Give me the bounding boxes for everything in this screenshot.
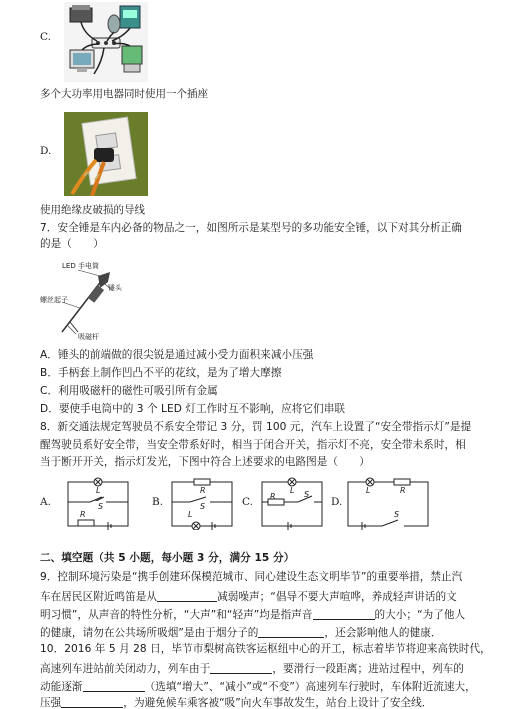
circuit-c-diagram [258,476,326,530]
q8-line2: 醒驾驶员系好安全带，当安全带系好时，相当于闭合开关，指示灯不亮，安全带未系时，相 [40,439,466,451]
option-c-letter: C. [40,31,51,43]
q7-option-a: A．锤头的前端做的很尖锐是通过减小受力面积来减小压强 [40,349,314,361]
q10-line4 [40,696,432,709]
circuit-b-lamp-label: L [188,510,193,519]
circuit-b-letter: B. [152,496,164,508]
q7-option-b: B．手柄套上制作凹凸不平的花纹，是为了增大摩擦 [40,367,282,379]
circuit-a-letter: A. [40,496,51,508]
magnet-rod-label: 吸磁杆 [78,333,99,341]
q9-line3-after-blank: 的大小；“为了他人 [374,609,466,621]
circuit-d-resistor-label: R [400,486,406,495]
circuit-d-diagram [344,476,434,530]
q10-line4-after-blank: ，为避免候车乘客被“吸”向火车事故发生，站台上设计了安全线． [123,697,433,709]
led-flashlight-label: LED 手电筒 [62,262,99,270]
option-d-caption: 使用绝缘皮破损的导线 [40,204,145,216]
circuit-c-resistor-label: R [270,492,276,501]
q9-blank-3[interactable] [258,626,324,638]
q9-line1: 9．控制环境污染是“携手创建环保模范城市、同心建设生态文明毕节”的重要举措，禁止汽 [40,571,463,583]
q7-option-d: D．要使手电筒中的 3 个 LED 灯工作时互不影响，应将它们串联 [40,403,346,415]
q9-line4 [40,626,442,639]
q9-line2 [40,590,457,603]
section2-heading: 二、填空题（共 5 小题，每小题 3 分，满分 15 分） [40,552,295,564]
q10-blank-3[interactable] [61,696,123,708]
q7-stem-line1: 7．安全锤是车内必备的物品之一，如图所示是某型号的多功能安全锤，以下对其分析正确 [40,222,462,234]
q9-line2-before-blank: 车在居民区附近鸣笛是从 [40,591,158,603]
q8-line1: 8．新交通法规定驾驶员不系安全带记 3 分，罚 100 元，汽车上设置了“安全带指示灯”是提 [40,421,472,433]
circuit-c-switch-label: S [304,490,310,499]
q10-line3-after-blank: （选填“增大”、“减小”或“不变”）高速列车行驶时，车体附近流速大， [144,681,476,693]
circuit-a-lamp-label: L [96,486,101,495]
circuit-d-switch-label: S [394,510,400,519]
q9-line2-after-blank: 减弱噪声；“倡导不要大声喧哗，养成轻声讲话的文 [217,591,457,603]
circuit-a-switch-label: S [98,502,104,511]
q10-line2 [40,662,464,675]
hammer-head-label: 锤头 [108,284,122,292]
circuit-d-letter: D. [331,496,343,508]
q7-option-c: C．利用吸磁杆的磁性可吸引所有金属 [40,385,218,397]
circuit-d-lamp-label: L [366,486,371,495]
circuit-c-letter: C. [242,496,253,508]
q10-line3 [40,680,476,693]
q10-blank-2[interactable] [83,680,145,692]
q10-line1: 10．2016 年 5 月 28 日，毕节市梨树高铁客运枢纽中心的开工，标志着毕节将迎来高铁时代， [40,643,491,655]
screwdriver-label: 螺丝起子 [40,296,68,304]
q9-line3 [40,608,465,621]
circuit-b-switch-label: S [200,502,206,511]
circuit-a-resistor-label: R [80,510,86,519]
q10-line3-before-blank: 动能逐渐 [40,681,83,693]
q9-line3-before-blank: 明习惯”，从声音的特性分析，“大声”和“轻声”均是指声音 [40,609,313,621]
q10-blank-1[interactable] [210,662,272,674]
q9-line4-after-blank: ，还会影响他人的健康． [324,627,442,639]
q9-line4-before-blank: 的健康，请勿在公共场所吸烟”是由于烟分子的 [40,627,259,639]
q7-stem-line2: 的是（ ） [40,238,104,250]
q9-blank-1[interactable] [157,590,217,602]
q10-line2-after-blank: ，要滑行一段距离；进站过程中，列车的 [272,663,464,675]
q9-blank-2[interactable] [313,608,375,620]
q10-line2-before-blank: 高速列车进站前关闭动力，列车由于 [40,663,211,675]
q8-line3: 当于断开开关，指示灯发光，下图中符合上述要求的电路图是（ ） [40,456,370,468]
option-d-letter: D. [40,145,52,157]
q10-line4-before-blank: 压强 [40,697,62,709]
circuit-c-lamp-label: L [290,486,295,495]
option-c-caption: 多个大功率用电器同时使用一个插座 [40,88,208,100]
circuit-b-resistor-label: R [200,486,206,495]
damaged-wire-outlet-image [64,112,148,196]
power-strip-overload-image [64,2,148,82]
